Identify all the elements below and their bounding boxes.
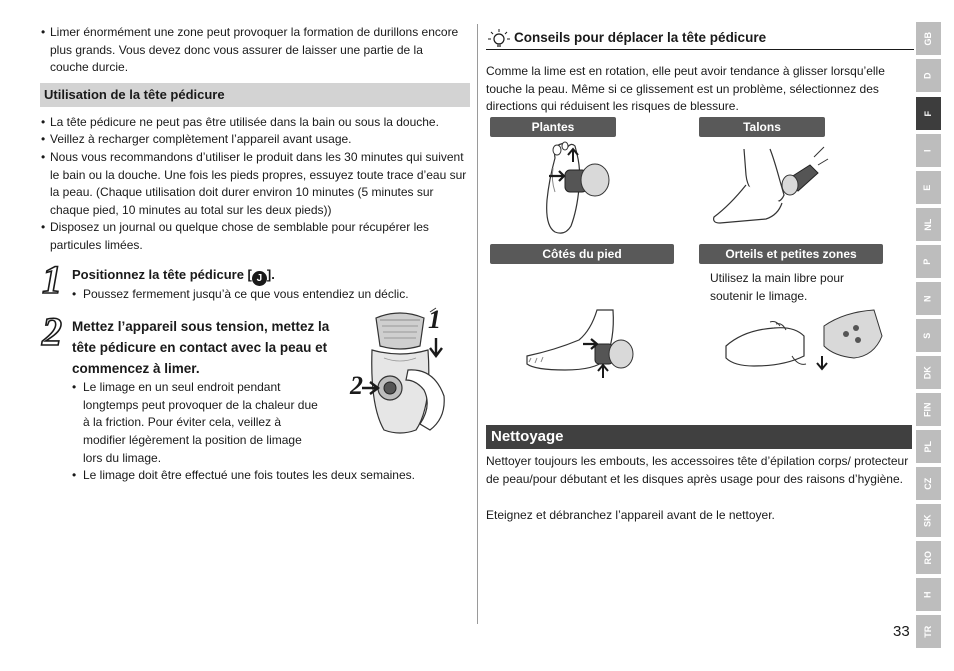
- cleaning-title: Nettoyage: [486, 425, 912, 449]
- tab-sk[interactable]: SK: [916, 504, 941, 537]
- side-foot-illustration: [525, 300, 645, 380]
- heel-illustration: [710, 145, 830, 230]
- lightbulb-icon: [486, 28, 512, 48]
- label-cotes-du-pied: Côtés du pied: [490, 244, 674, 264]
- usage-bullet: • Nous vous recommandons d’utiliser le produit dans les 30 minutes qui suivent le bain ou la douche. Une fois les pieds propres, essuyez toute trace d’eau sur la peau. (Chaque utilisation doit durer environ 10 minutes (5 minutes sur chaque pied, 10 minutes au total sur les deux pieds)): [40, 149, 468, 219]
- usage-bullet: • Disposez un journal ou quelque chose de semblable pour récupérer les particules limées.: [40, 219, 468, 254]
- orteils-note: Utilisez la main libre pour soutenir le limage.: [710, 271, 845, 303]
- sole-illustration: [535, 140, 615, 236]
- tab-nl[interactable]: NL: [916, 208, 941, 241]
- figure-label-2: 2: [350, 371, 363, 400]
- step-2-number: 2: [42, 309, 62, 355]
- toes-illustration: [724, 306, 884, 388]
- tab-cz[interactable]: CZ: [916, 467, 941, 500]
- tab-s[interactable]: S: [916, 319, 941, 352]
- section-title-usage: Utilisation de la tête pédicure: [40, 83, 470, 107]
- tab-n[interactable]: N: [916, 282, 941, 315]
- tips-heading: [486, 28, 914, 50]
- page-number: 33: [893, 623, 910, 640]
- tab-dk[interactable]: DK: [916, 356, 941, 389]
- step-2-title: Mettez l’appareil sous tension, mettez la tête pédicure en contact avec la peau et commencez à limer.: [72, 319, 330, 377]
- cleaning-text: Nettoyer toujours les embouts, les accessoires tête d’épilation corps/ protecteur de peau/pour débutant et les disques après usage pour des raisons d’hygiène.: [486, 454, 909, 486]
- usage-bullet: • Veillez à recharger complètement l’appareil avant usage.: [40, 131, 468, 149]
- tips-text: Comme la lime est en rotation, elle peut avoir tendance à glisser lorsqu’elle touche la peau. Même si ce glissement est un problème, sélectionnez des directions qui réduisent les risques de blessure.: [486, 64, 885, 114]
- step-1-sub: • Poussez fermement jusqu’à ce que vous entendiez un déclic.: [72, 286, 470, 304]
- label-orteils: Orteils et petites zones: [699, 244, 883, 264]
- tab-p[interactable]: P: [916, 245, 941, 278]
- tab-pl[interactable]: PL: [916, 430, 941, 463]
- step-1: [40, 256, 470, 304]
- tab-d[interactable]: D: [916, 59, 941, 92]
- column-divider: [477, 24, 478, 624]
- tab-i[interactable]: I: [916, 134, 941, 167]
- tab-fin[interactable]: FIN: [916, 393, 941, 426]
- step-2-sub: • Le limage en un seul endroit pendant longtemps peut provoquer de la chaleur due à la friction. Pour éviter cela, veillez à modifier légèrement la position de limage lors du limage.: [72, 379, 324, 467]
- tab-gb[interactable]: GB: [916, 22, 941, 55]
- step-1-number: 1: [42, 256, 62, 302]
- tips-title: Conseils pour déplacer la tête pédicure: [514, 30, 767, 46]
- key-j-icon: J: [252, 271, 267, 286]
- usage-bullets: [40, 114, 468, 255]
- tab-ro[interactable]: RO: [916, 541, 941, 574]
- step-1-title-end: ].: [266, 266, 275, 282]
- label-talons: Talons: [699, 117, 825, 137]
- step-2-sub: • Le limage doit être effectué une fois toutes les deux semaines.: [72, 467, 472, 485]
- cleaning-text-2: Eteignez et débranchez l’appareil avant de le nettoyer.: [486, 508, 775, 522]
- step-1-title-text: Positionnez la tête pédicure [: [72, 266, 252, 282]
- tab-tr[interactable]: TR: [916, 615, 941, 648]
- intro-bullet: • Limer énormément une zone peut provoquer la formation de durillons encore plus grands. Vous devez donc vous assurer de laisser une partie de la couche durcie.: [40, 24, 464, 77]
- tab-f[interactable]: F: [916, 97, 941, 130]
- figure-label-1: 1: [428, 305, 441, 334]
- right-column: [486, 28, 914, 116]
- usage-bullet: • La tête pédicure ne peut pas être utilisée dans la bain ou sous la douche.: [40, 114, 468, 132]
- label-plantes: Plantes: [490, 117, 616, 137]
- tab-h[interactable]: H: [916, 578, 941, 611]
- tab-e[interactable]: E: [916, 171, 941, 204]
- step-1-title: [72, 264, 470, 286]
